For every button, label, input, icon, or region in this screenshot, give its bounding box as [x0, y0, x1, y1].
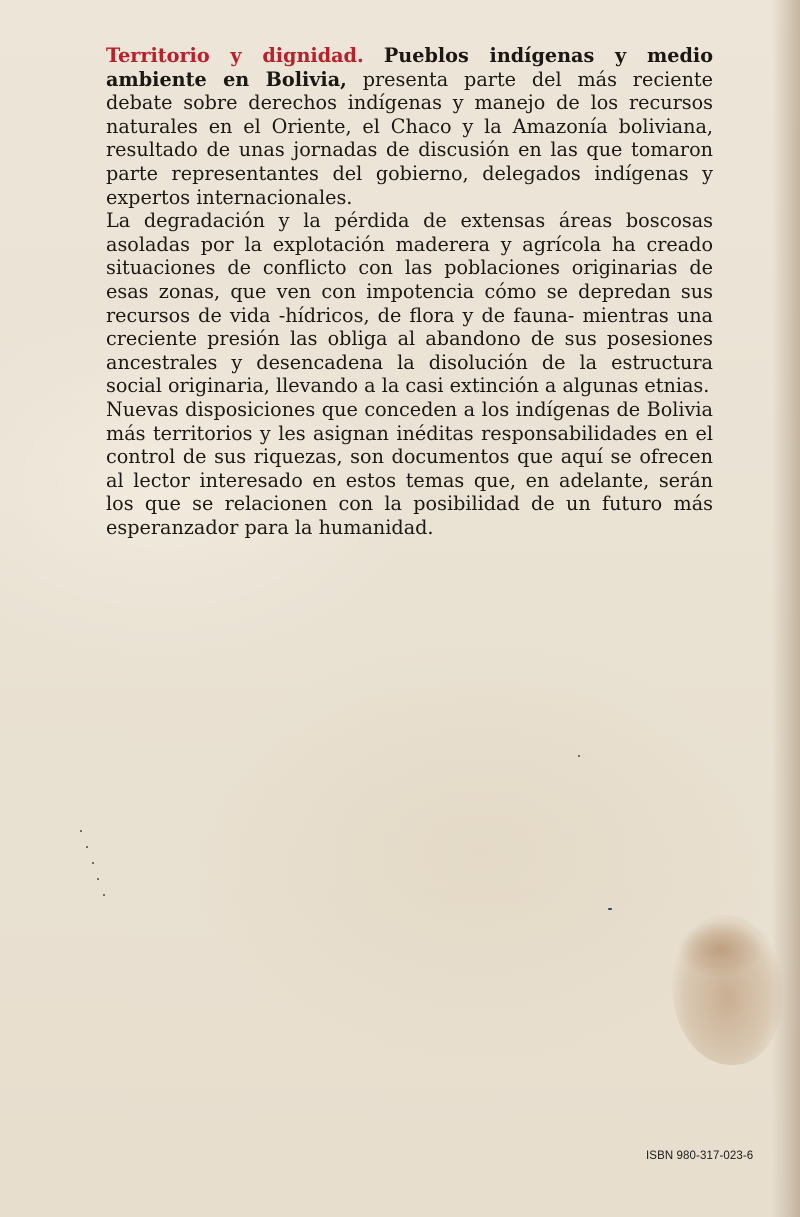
- dust-speck: [80, 830, 82, 832]
- isbn-label: ISBN 980-317-023-6: [646, 1150, 754, 1162]
- blurb-paragraph-3: Nuevas disposiciones que conceden a los indígenas de Bolivia más territorios y les asignan inéditas responsabilidades en el control de sus riquezas, son documentos que aquí se ofrecen al lector interesado en estos temas que, en adelante, serán los que se relacionen con la posibilidad de un futuro más esperanzador para la humanidad.: [106, 397, 713, 539]
- blurb-paragraph-1-text: presenta parte del más reciente debate sobre derechos indígenas y manejo de los recursos naturales en el Oriente, el Chaco y la Amazonía boliviana, resultado de unas jornadas de discusión en las que tomaron parte representantes del gobierno, delegados indígenas y expertos internacionales.: [106, 67, 713, 209]
- dust-speck: [608, 908, 612, 910]
- blurb-paragraph-1: [106, 44, 713, 209]
- dust-speck: [578, 755, 580, 757]
- dust-speck: [92, 862, 94, 864]
- dust-speck: [103, 894, 105, 896]
- cover-edge-shadow: [772, 0, 800, 1217]
- blurb-paragraph-2: La degradación y la pérdida de extensas áreas boscosas asoladas por la explotación maderera y agrícola ha creado situaciones de conflicto con las poblaciones originarias de esas zonas, que ven con impotencia cómo se depredan sus recursos de vida -hídricos, de flora y de fauna- mientras una creciente presión las obliga al abandono de sus posesiones ancestrales y desencadena la disolución de la estructura social originaria, llevando a la casi extinción a algunas etnias.: [106, 209, 713, 398]
- dust-speck: [97, 878, 99, 880]
- cover-blurb: [106, 44, 713, 539]
- paper-stain: [672, 915, 782, 1065]
- dust-speck: [86, 846, 88, 848]
- book-subtitle: Pueblos indígenas y medio ambiente en Bolivia,: [106, 44, 713, 91]
- book-title: Territorio y dignidad.: [106, 44, 364, 67]
